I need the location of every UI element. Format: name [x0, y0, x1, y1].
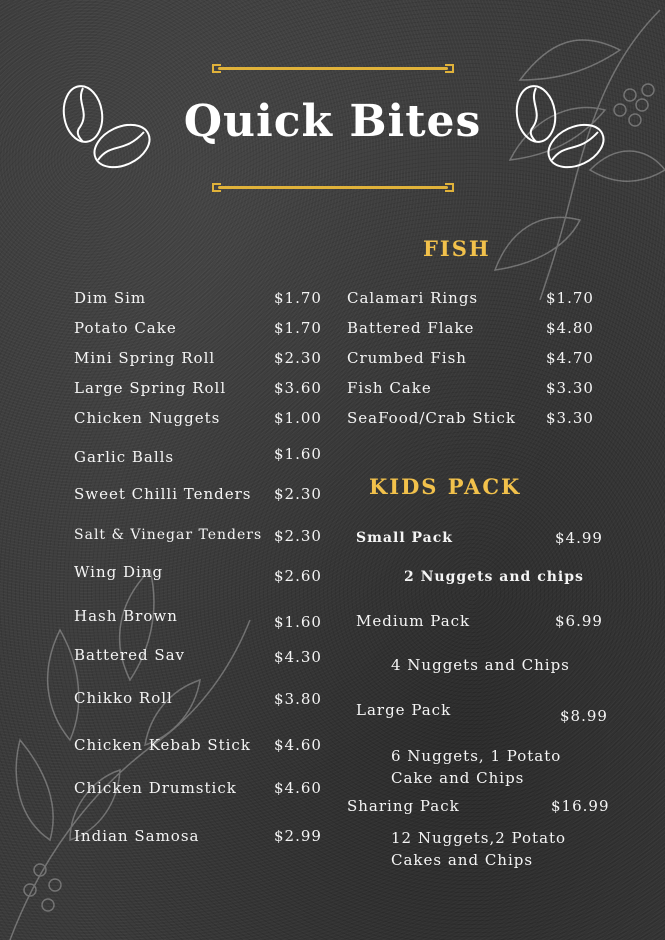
- kids-pack-price: $8.99: [560, 707, 608, 725]
- menu-item-name: Sweet Chilli Tenders: [74, 485, 252, 503]
- menu-item-price: $1.00: [274, 409, 322, 427]
- menu-item-price: $1.60: [274, 613, 322, 631]
- menu-item-price: $4.70: [546, 349, 594, 367]
- menu-item-price: $3.60: [274, 379, 322, 397]
- menu-item-name: Chicken Nuggets: [74, 409, 221, 427]
- menu-item-price: $2.60: [274, 567, 322, 585]
- menu-item-price: $1.60: [274, 445, 322, 463]
- kids-pack-price: $16.99: [551, 797, 610, 815]
- kids-pack-description: 4 Nuggets and Chips: [391, 656, 570, 674]
- menu-item-name: Wing Ding: [74, 563, 164, 581]
- kids-pack-name: Sharing Pack: [347, 797, 460, 815]
- page-title: Quick Bites: [183, 96, 482, 147]
- kids-pack-price: $4.99: [555, 529, 603, 547]
- menu-item-name: Mini Spring Roll: [74, 349, 216, 367]
- menu-item-name: Calamari Rings: [347, 289, 479, 307]
- menu-item-price: $2.30: [274, 527, 322, 545]
- menu-item-name: Chicken Drumstick: [74, 779, 237, 797]
- menu-item-name: Dim Sim: [74, 289, 147, 307]
- menu-item-price: $2.99: [274, 827, 322, 845]
- menu-item-price: $2.30: [274, 349, 322, 367]
- menu-item-price: $1.70: [274, 289, 322, 307]
- menu-item-price: $4.60: [274, 779, 322, 797]
- menu-item-name: Potato Cake: [74, 319, 177, 337]
- menu-item-price: $3.30: [546, 409, 594, 427]
- menu-item-price: $1.70: [546, 289, 594, 307]
- menu-item-name: Crumbed Fish: [347, 349, 467, 367]
- menu-item-name: Battered Sav: [74, 646, 186, 664]
- fish-section-title: FISH: [423, 236, 491, 261]
- kids-pack-description: 6 Nuggets, 1 Potato Cake and Chips: [391, 747, 562, 787]
- menu-item-price: $2.30: [274, 485, 322, 503]
- menu-item-name: Battered Flake: [347, 319, 475, 337]
- menu-item-price: $4.60: [274, 736, 322, 754]
- menu-item-price: $1.70: [274, 319, 322, 337]
- menu-item-price: $4.80: [546, 319, 594, 337]
- kids-pack-name: Medium Pack: [356, 612, 471, 630]
- kids-pack-name: Small Pack: [356, 530, 453, 546]
- menu-item-name: Chicken Kebab Stick: [74, 736, 251, 754]
- menu-item-name: Large Spring Roll: [74, 379, 227, 397]
- kids-pack-description: 2 Nuggets and chips: [404, 569, 584, 585]
- kids-section-title: KIDS PACK: [369, 474, 522, 499]
- menu-item-name: Indian Samosa: [74, 827, 200, 845]
- title-top-rule: [218, 67, 448, 70]
- menu-item-name: Salt & Vinegar Tenders: [74, 527, 263, 543]
- menu-item-price: $3.30: [546, 379, 594, 397]
- menu-item-name: SeaFood/Crab Stick: [347, 409, 516, 427]
- kids-pack-name: Large Pack: [356, 701, 452, 719]
- menu-item-name: Garlic Balls: [74, 448, 175, 466]
- menu-item-price: $3.80: [274, 690, 322, 708]
- menu-item-name: Chikko Roll: [74, 689, 173, 707]
- menu-item-name: Hash Brown: [74, 607, 178, 625]
- kids-pack-price: $6.99: [555, 612, 603, 630]
- title-bottom-rule: [218, 186, 448, 189]
- kids-pack-description: 12 Nuggets,2 Potato Cakes and Chips: [391, 829, 567, 869]
- menu-item-price: $4.30: [274, 648, 322, 666]
- menu-item-name: Fish Cake: [347, 379, 432, 397]
